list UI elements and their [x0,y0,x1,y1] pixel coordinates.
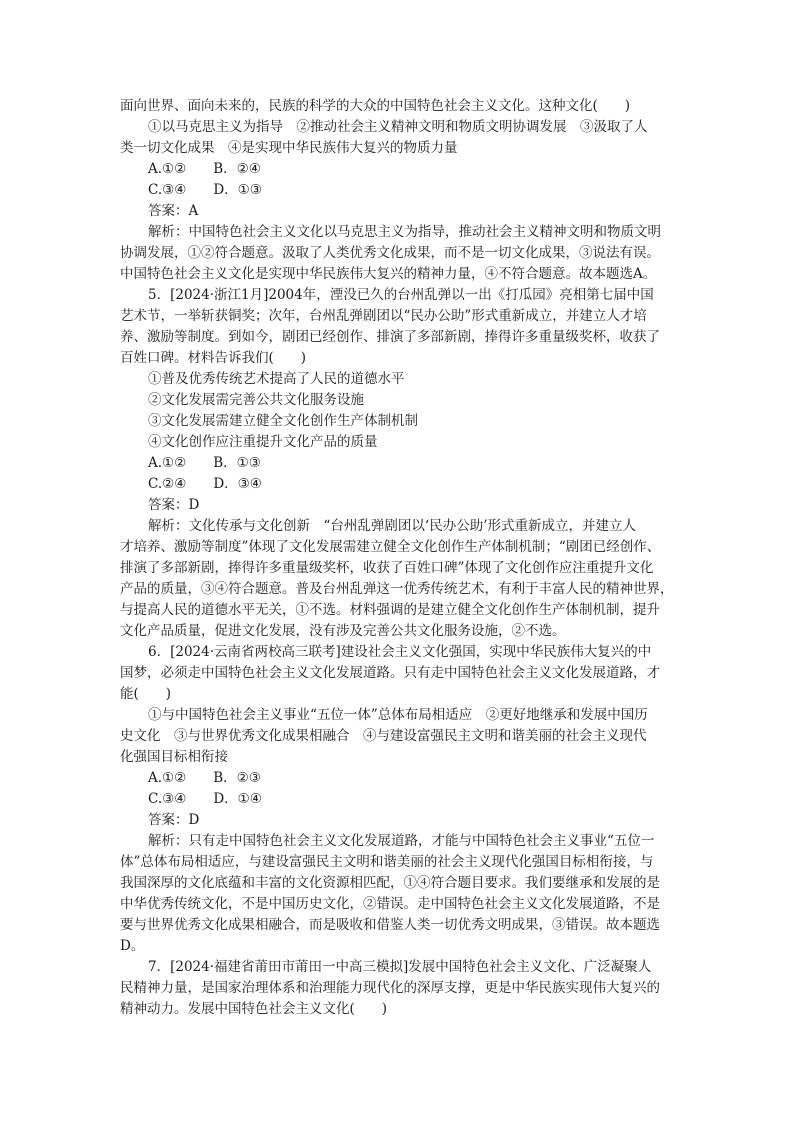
text-line: 答案：D [148,812,200,828]
text-line: 精神动力。发展中国特色社会主义文化( ) [120,1001,388,1017]
text-line: 中华优秀传统文化，不是中国历史文化，②错误。走中国特色社会主义文化发展道路，不是 [120,896,660,912]
text-line: 5．[2024·浙江1月]2004年，湮没已久的台州乱弹以一出《打瓜园》亮相第七届中国 [148,287,654,303]
text-line: 养、激励等制度。到如今，剧团已经创作、排演了多部新剧，捧得许多重量级奖杯，收获了 [120,329,660,345]
text-line: 答案：D [148,497,200,513]
text-line: 排演了多部新剧，捧得许多重量级奖杯，收获了百姓口碑”体现了文化创作应注重提升文化 [120,560,654,576]
text-line: D。 [120,938,145,954]
text-line: 解析：只有走中国特色社会主义文化发展道路，才能与中国特色社会主义事业“五位一 [148,833,655,849]
text-line: 解析：中国特色社会主义文化以马克思主义为指导，推动社会主义精神文明和物质文明 [148,224,661,240]
text-line: C.③④ D．①④ [148,791,262,807]
text-line: 类一切文化成果 ④是实现中华民族伟大复兴的物质力量 [120,140,458,156]
text-line: 体”总体布局相适应，与建设富强民主文明和谐美丽的社会主义现代化强国目标相衔接，与 [120,854,654,870]
text-line: ①与中国特色社会主义事业“五位一体”总体布局相适应 ②更好地继承和发展中国历 [148,707,648,723]
text-line: 解析：文化传承与文化创新 “台州乱弹剧团以‘民办公助’形式重新成立，并建立人 [148,518,636,534]
text-line: 产品的质量，③④符合题意。普及台州乱弹这一优秀传统艺术，有利于丰富人民的精神世界， [120,581,674,597]
text-line: 7．[2024·福建省莆田市莆田一中高三模拟]发展中国特色社会主义文化、广泛凝聚人 [148,959,652,975]
text-line: 史文化 ③与世界优秀文化成果相融合 ④与建设富强民主文明和谐美丽的社会主义现代 [120,728,647,744]
text-line: 与提高人民的道德水平无关，①不选。材料强调的是建立健全文化创作生产体制机制，提升 [120,602,660,618]
text-line: 才培养、激励等制度”体现了文化发展需建立健全文化创作生产体制机制；“剧团已经创作、 [120,539,661,555]
text-line: ②文化发展需完善公共文化服务设施 [148,392,364,408]
text-line: ①以马克思主义为指导 ②推动社会主义精神文明和物质文明协调发展 ③汲取了人 [148,119,648,135]
text-line: 面向世界、面向未来的，民族的科学的大众的中国特色社会主义文化。这种文化( ) [120,98,631,114]
text-line: C.③④ D．①③ [148,182,262,198]
text-line: 民精神力量，是国家治理体系和治理能力现代化的深厚支撑，更是中华民族实现伟大复兴的 [120,980,660,996]
text-line: A.①② B．②④ [148,161,261,177]
text-line: ④文化创作应注重提升文化产品的质量 [148,434,378,450]
text-line: A.①② B．②③ [148,770,261,786]
text-line: 要与世界优秀文化成果相融合，而是吸收和借鉴人类一切优秀文明成果，③错误。故本题选 [120,917,660,933]
text-line: 化强国目标相衔接 [120,749,228,765]
text-line: ③文化发展需建立健全文化创作生产体制机制 [148,413,418,429]
text-line: 答案：A [148,203,199,219]
text-line: C.②④ D．③④ [148,476,262,492]
text-line: ①普及优秀传统艺术提高了人民的道德水平 [148,371,405,387]
text-line: 中国特色社会主义文化是实现中华民族伟大复兴的精神力量，④不符合题意。故本题选A。 [120,266,657,282]
text-line: A.①② B．①③ [148,455,261,471]
text-line: 我国深厚的文化底蕴和丰富的文化资源相匹配，①④符合题目要求。我们要继承和发展的是 [120,875,660,891]
text-line: 协调发展，①②符合题意。汲取了人类优秀文化成果，而不是一切文化成果，③说法有误。 [120,245,660,261]
text-line: 能( ) [120,686,172,702]
text-line: 百姓口碑。材料告诉我们( ) [120,350,307,366]
text-line: 艺术节，一举斩获铜奖；次年，台州乱弹剧团以“民办公助”形式重新成立，并建立人才培 [120,308,647,324]
text-line: 文化产品质量，促进文化发展，没有涉及完善公共文化服务设施，②不选。 [120,623,566,639]
text-line: 6．[2024·云南省两校高三联考]建设社会主义文化强国，实现中华民族伟大复兴的中 [148,644,652,660]
text-line: 国梦，必须走中国特色社会主义文化发展道路。只有走中国特色社会主义文化发展道路，才 [120,665,660,681]
